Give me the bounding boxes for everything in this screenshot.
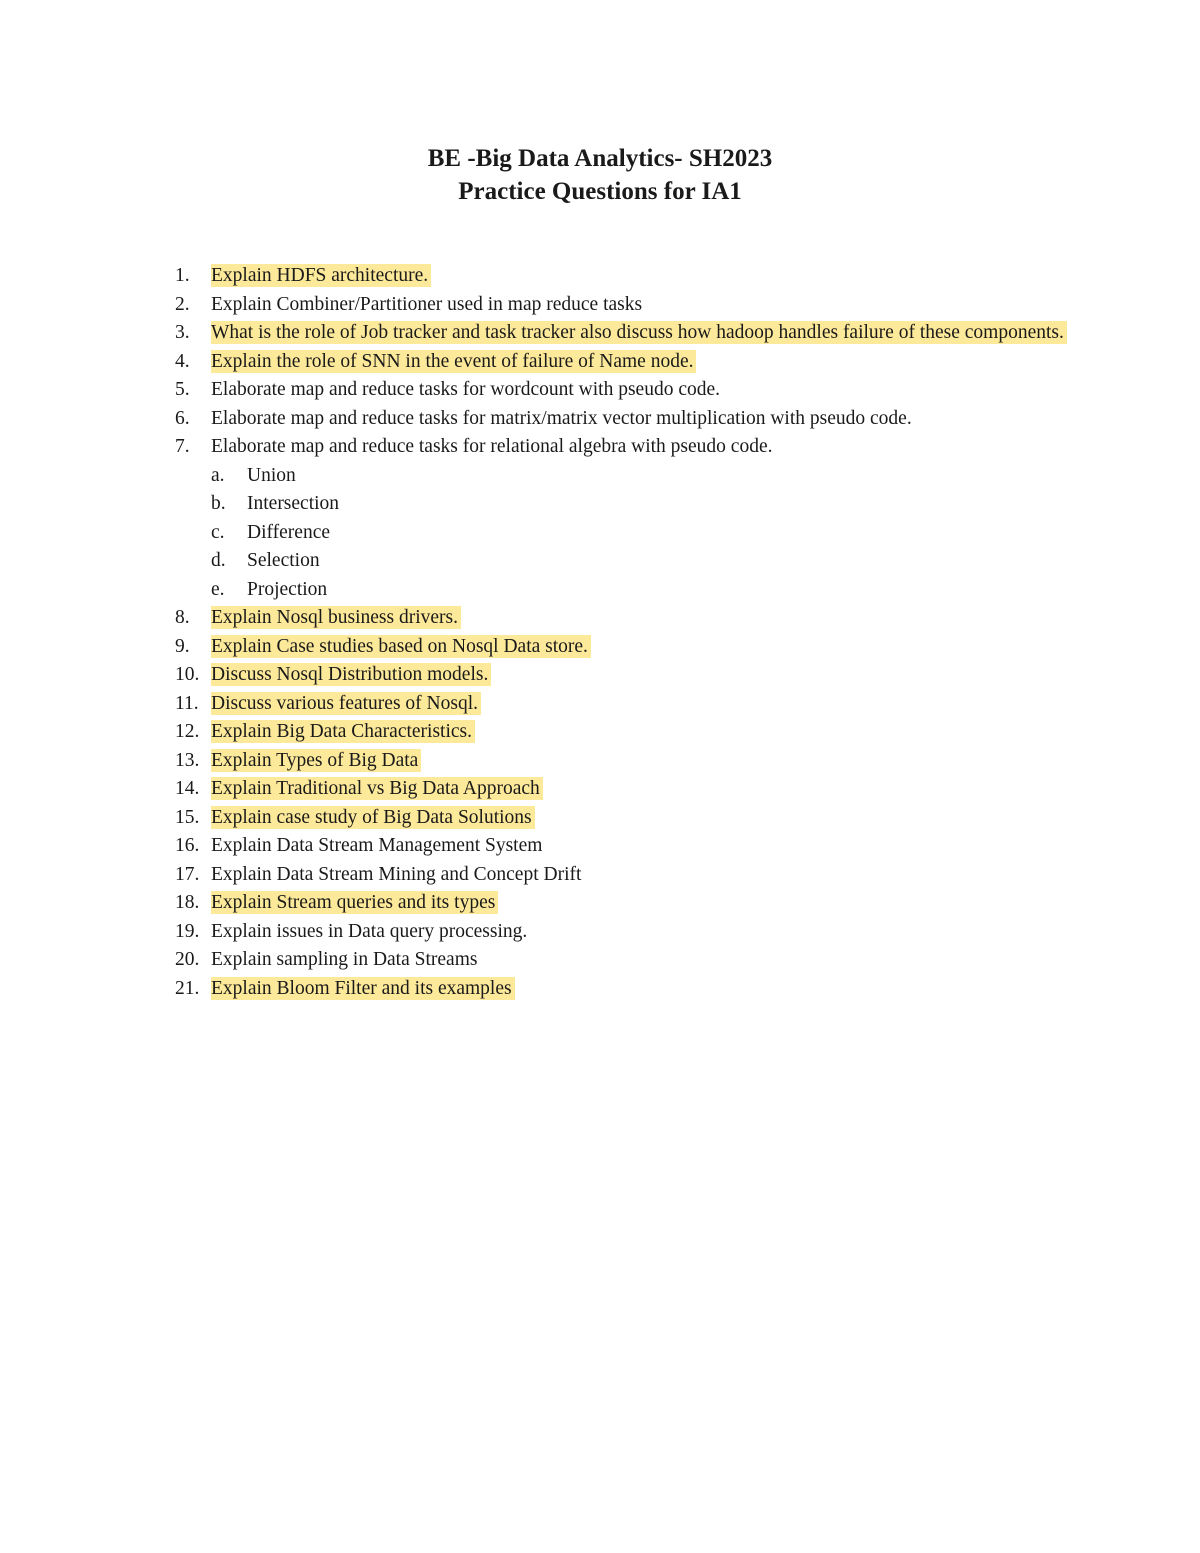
question-text: Elaborate map and reduce tasks for matrix/matrix vector multiplication with pseudo code. [211,407,912,429]
sub-item-text: Difference [247,521,330,543]
question-text-highlighted: Explain Bloom Filter and its examples [211,977,515,1000]
question-number: 2. [175,293,190,315]
question-text: Explain issues in Data query processing. [211,920,528,942]
sub-list-item [175,462,1075,491]
sub-item-letter: c. [211,521,225,543]
question-item [175,946,1075,975]
question-number: 18. [175,892,200,913]
question-text-highlighted: Explain case study of Big Data Solutions [211,806,535,829]
question-text-highlighted: Discuss various features of Nosql. [211,692,481,715]
sub-item-letter: a. [211,464,225,486]
question-item [175,889,1075,918]
sub-list-item [175,576,1075,605]
question-number: 14. [175,778,200,799]
question-item [175,376,1075,405]
sub-item-letter: e. [211,578,225,600]
question-number: 12. [175,721,200,742]
questions-list [175,262,1075,1003]
sub-list-item [175,519,1075,548]
question-item [175,975,1075,1004]
question-number: 20. [175,949,200,970]
question-number: 10. [175,664,200,685]
question-text: Explain sampling in Data Streams [211,949,478,970]
question-number: 9. [175,635,190,657]
question-item [175,633,1075,662]
question-number: 13. [175,749,200,771]
sub-item-letter: b. [211,493,226,514]
question-text: Explain Data Stream Management System [211,835,543,856]
sub-item-text: Selection [247,550,320,571]
question-text: Explain Data Stream Mining and Concept Drift [211,863,582,885]
question-number: 6. [175,407,190,429]
question-number: 4. [175,350,190,372]
question-item [175,804,1075,833]
question-item [175,604,1075,633]
document-subtitle: Practice Questions for IA1 [458,178,742,205]
question-item [175,918,1075,947]
question-item [175,433,1075,604]
question-item [175,718,1075,747]
question-text-highlighted: Explain Case studies based on Nosql Data store. [211,635,591,658]
question-item [175,348,1075,377]
question-number: 5. [175,379,190,400]
sub-list [175,462,1075,605]
question-number: 3. [175,322,190,343]
sub-list-item [175,490,1075,519]
question-item [175,832,1075,861]
question-number: 1. [175,265,190,286]
question-text: Elaborate map and reduce tasks for wordcount with pseudo code. [211,379,720,400]
question-item [175,690,1075,719]
sub-item-letter: d. [211,550,226,571]
sub-list-item [175,547,1075,576]
question-number: 21. [175,977,200,999]
question-text-highlighted: Explain Traditional vs Big Data Approach [211,777,543,800]
question-text-highlighted: Explain Stream queries and its types [211,891,498,914]
question-number: 19. [175,920,200,942]
question-item [175,775,1075,804]
question-number: 7. [175,436,190,457]
question-text-highlighted: Discuss Nosql Distribution models. [211,663,491,686]
question-number: 16. [175,835,200,856]
question-number: 15. [175,806,200,828]
question-text-highlighted: What is the role of Job tracker and task tracker also discuss how hadoop handles failure of these components. [211,321,1067,344]
sub-item-text: Intersection [247,493,340,514]
question-item [175,291,1075,320]
question-item [175,405,1075,434]
document-title: BE -Big Data Analytics- SH2023 [427,145,773,172]
sub-item-text: Projection [247,578,328,600]
question-number: 11. [175,692,199,714]
question-text-highlighted: Explain Types of Big Data [211,749,421,772]
question-item [175,747,1075,776]
question-text: Explain Combiner/Partitioner used in map reduce tasks [211,293,643,315]
sub-item-text: Union [247,464,296,486]
question-text-highlighted: Explain HDFS architecture. [211,264,431,287]
question-item [175,861,1075,890]
question-number: 17. [175,863,200,885]
question-item [175,319,1075,348]
title-block [0,142,1200,208]
question-text: Elaborate map and reduce tasks for relational algebra with pseudo code. [211,436,773,457]
question-item [175,661,1075,690]
question-text-highlighted: Explain Nosql business drivers. [211,606,461,629]
question-number: 8. [175,607,190,628]
question-text-highlighted: Explain Big Data Characteristics. [211,720,475,743]
question-item [175,262,1075,291]
question-text-highlighted: Explain the role of SNN in the event of failure of Name node. [211,350,696,373]
